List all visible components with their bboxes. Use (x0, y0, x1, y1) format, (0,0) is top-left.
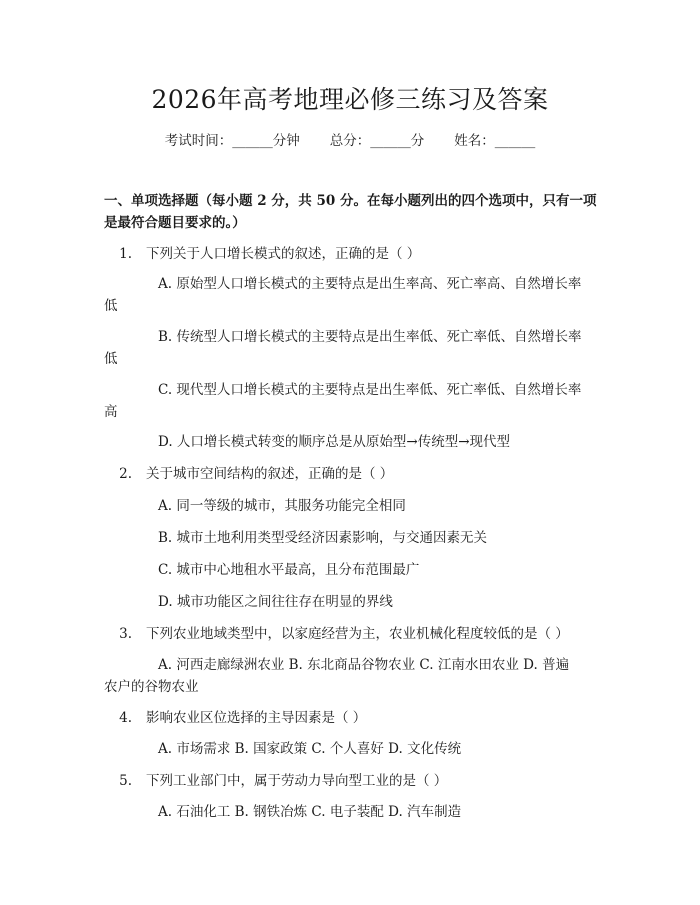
question-text: 下列农业地域类型中，以家庭经营为主，农业机械化程度较低的是（ ） (146, 626, 569, 642)
option-text: A. 石油化工 B. 钢铁冶炼 C. 电子装配 D. 汽车制造 (158, 804, 462, 820)
exam-time-field: 考试时间：______分钟 (164, 133, 300, 149)
exam-info-line (0, 131, 700, 151)
option-text: A. 市场需求 B. 国家政策 C. 个人喜好 D. 文化传统 (158, 741, 462, 757)
option-text: A. 河西走廊绿洲农业 B. 东北商品谷物农业 C. 江南水田农业 D. 普遍 (158, 657, 570, 673)
question-1-option-d (104, 431, 600, 453)
option-text: A. 同一等级的城市，其服务功能完全相同 (158, 498, 406, 514)
question-2-option-c (104, 559, 600, 581)
question-1 (104, 243, 600, 265)
question-text: 下列工业部门中，属于劳动力导向型工业的是（ ） (146, 773, 448, 789)
question-1-option-b (104, 326, 600, 370)
question-text: 关于城市空间结构的叙述，正确的是（ ） (146, 466, 394, 482)
option-text: D. 人口增长模式转变的顺序总是从原始型→传统型→现代型 (158, 434, 511, 450)
total-score-field: 总分：______分 (329, 133, 425, 149)
student-name-field: 姓名：______ (454, 133, 536, 149)
question-text: 影响农业区位选择的主导因素是（ ） (146, 710, 367, 726)
question-2 (104, 463, 600, 485)
question-1-option-a (104, 273, 600, 317)
option-text: C. 城市中心地租水平最高，且分布范围最广 (158, 562, 420, 578)
option-text-wrap: 低 (104, 298, 118, 314)
option-text-wrap: 农户的谷物农业 (104, 679, 199, 695)
option-text: B. 传统型人口增长模式的主要特点是出生率低、死亡率低、自然增长率 (158, 329, 582, 345)
question-2-option-b (104, 527, 600, 549)
option-text: A. 原始型人口增长模式的主要特点是出生率高、死亡率高、自然增长率 (158, 276, 582, 292)
question-text: 下列关于人口增长模式的叙述，正确的是（ ） (146, 246, 421, 262)
question-number: 1. (119, 246, 132, 262)
question-3-options (104, 654, 600, 698)
question-2-option-a (104, 495, 600, 517)
option-text-wrap: 高 (104, 404, 118, 420)
option-text: B. 城市土地利用类型受经济因素影响，与交通因素无关 (158, 530, 488, 546)
question-number: 2. (119, 466, 132, 482)
question-4-options (104, 738, 600, 760)
section-heading (104, 190, 600, 234)
option-text-wrap: 低 (104, 351, 118, 367)
question-number: 5. (119, 773, 132, 789)
question-number: 4. (119, 710, 132, 726)
question-5-options (104, 801, 600, 823)
option-text: C. 现代型人口增长模式的主要特点是出生率低、死亡率低、自然增长率 (158, 382, 582, 398)
question-5 (104, 770, 600, 792)
question-2-option-d (104, 591, 600, 613)
question-number: 3. (119, 626, 132, 642)
question-3 (104, 623, 600, 645)
option-text: D. 城市功能区之间往往存在明显的界线 (158, 594, 393, 610)
section-heading-line-2: 是最符合题目要求的。） (104, 215, 246, 231)
question-1-option-c (104, 379, 600, 423)
page-title: 2026年高考地理必修三练习及答案 (151, 85, 549, 114)
question-4 (104, 707, 600, 729)
section-heading-line-1: 一、单项选择题（每小题 2 分，共 50 分。在每小题列出的四个选项中，只有一项 (104, 193, 597, 209)
